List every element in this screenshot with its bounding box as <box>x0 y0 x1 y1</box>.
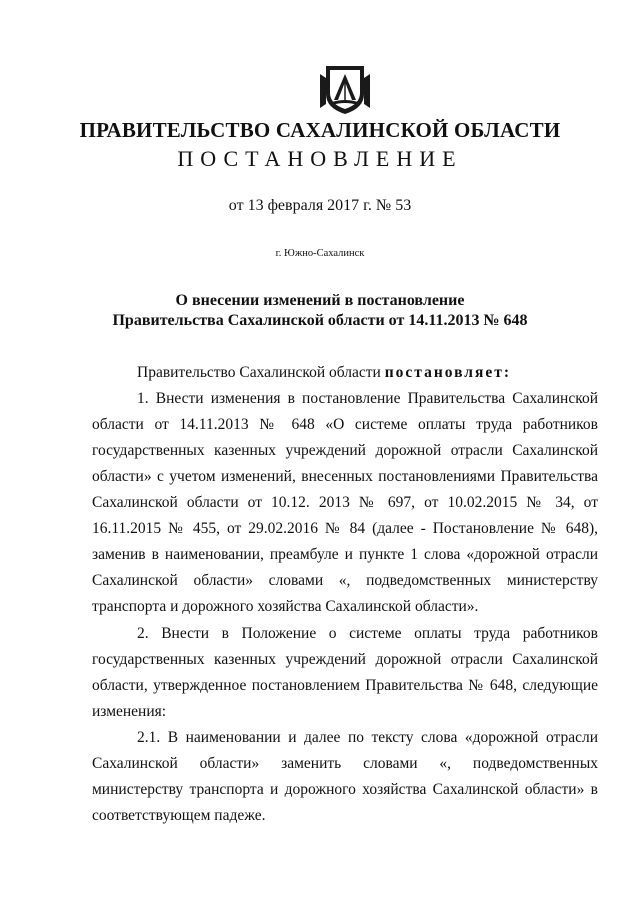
government-title: ПРАВИТЕЛЬСТВО САХАЛИНСКОЙ ОБЛАСТИ <box>79 118 561 142</box>
paragraph-2 <box>92 621 598 725</box>
paragraph-1 <box>92 386 598 620</box>
document-city: г. Южно-Сахалинск <box>275 248 365 259</box>
subject-line-1: О внесении изменений в постановление <box>175 292 465 309</box>
intro-prefix: Правительство Сахалинской области <box>137 364 385 381</box>
intro-paragraph <box>92 360 598 386</box>
intro-keyword: постановляет: <box>384 364 512 381</box>
sakhalin-coat-of-arms-icon <box>318 64 372 116</box>
paragraph-2-1 <box>92 725 598 829</box>
document-type: ПОСТАНОВЛЕНИЕ <box>177 146 463 171</box>
paragraph-2-1-text: 2.1. В наименовании и далее по тексту слова «дорожной отрасли Сахалинской области» заменить словами «, подведомственных министерству транспорта и дорожного хозяйства Сахалинской области» в соответствующем падеже. <box>92 729 598 824</box>
paragraph-1-text: 1. Внести изменения в постановление Правительства Сахалинской области от 14.11.2013 № 648 «О системе оплаты труда работников государственных казенных учреждений дорожной отрасли Сахалинской области» с учетом изменений, внесенных постановлениями Правительства Сахалинской области от 10.12. 2013 № 697, от 10.02.2015 № 34, от 16.11.2015 № 455, от 29.02.2016 № 84 (далее - Постановление № 648), заменив в наименовании, преамбуле и пункте 1 слова «дорожной отрасли Сахалинской области» словами «, подведомственных министерству транспорта и дорожного хозяйства Сахалинской области». <box>92 390 598 615</box>
subject-line-2: Правительства Сахалинской области от 14.11.2013 № 648 <box>112 312 528 329</box>
document-date: от 13 февраля 2017 г. № 53 <box>228 197 412 214</box>
paragraph-2-text: 2. Внести в Положение о системе оплаты труда работников государственных казенных учреждений дорожной отрасли Сахалинской области, утвержденное постановлением Правительства № 648, следующие изменения: <box>92 625 598 720</box>
